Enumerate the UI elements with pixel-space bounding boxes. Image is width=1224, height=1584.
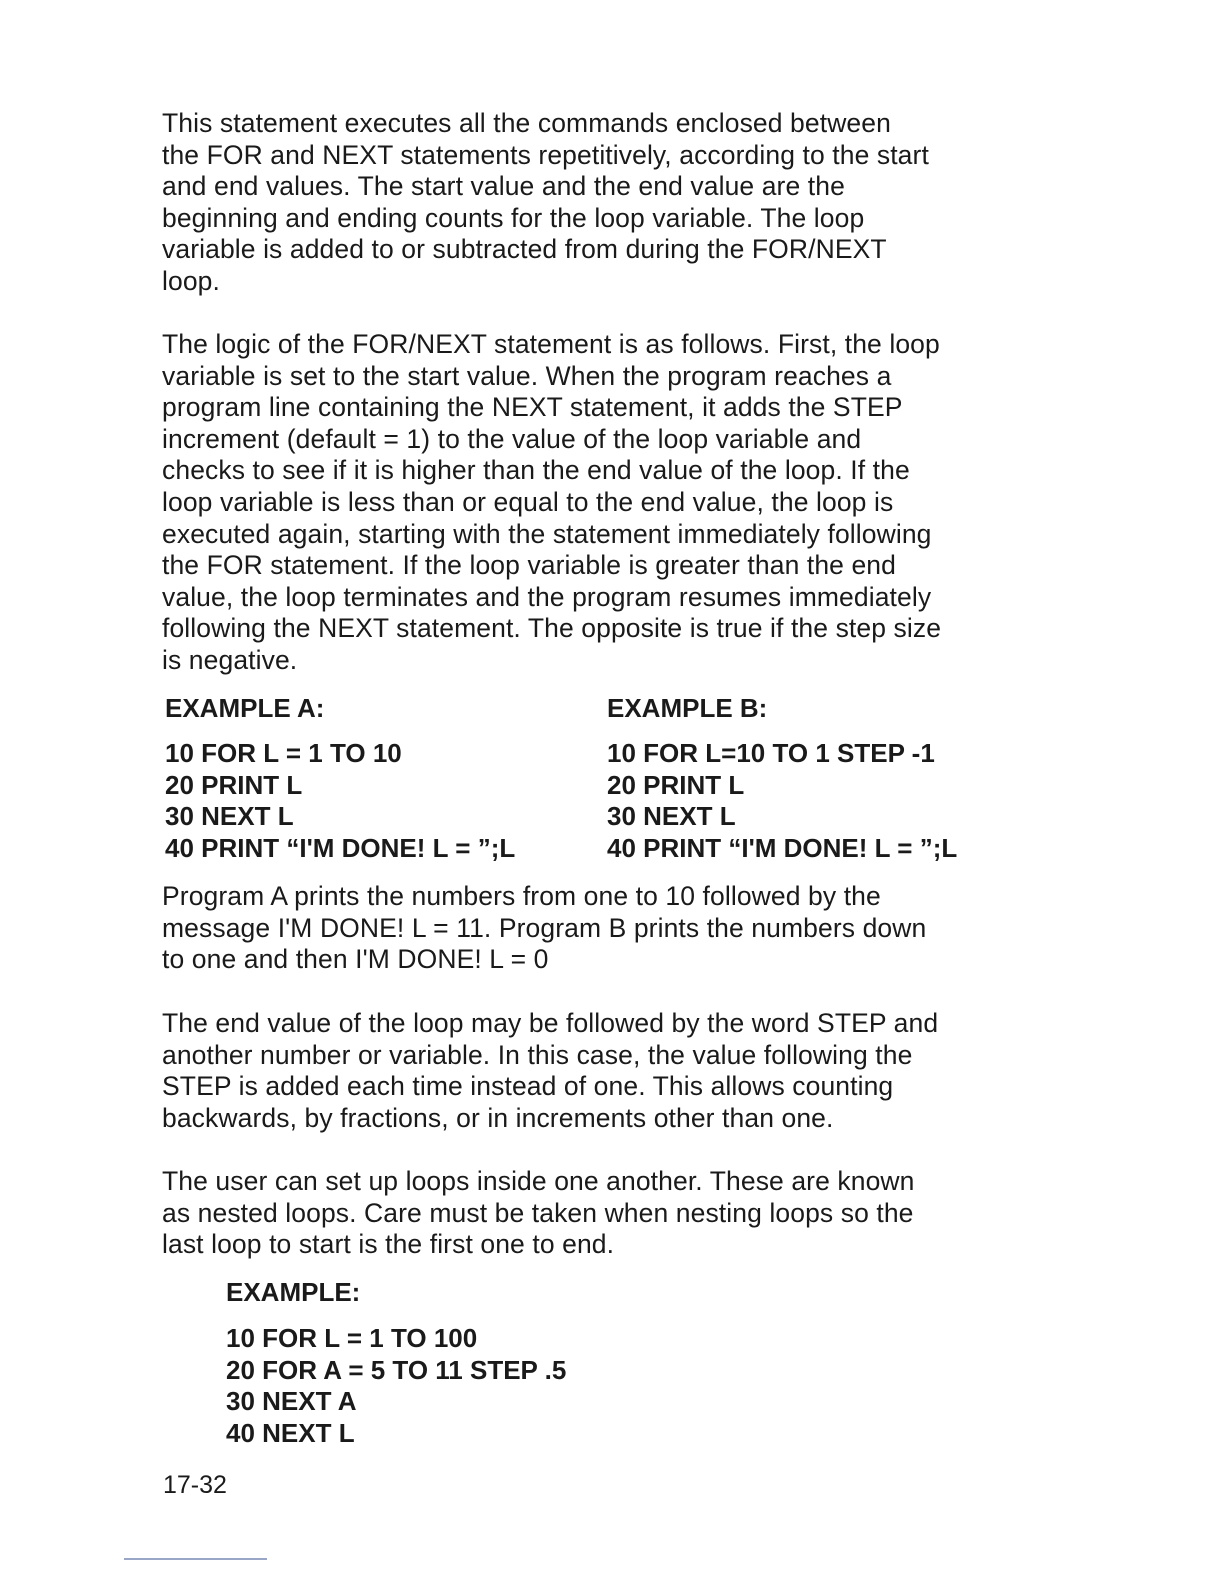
paragraph-nested-loops: [162, 1166, 1012, 1261]
text-line: increment (default = 1) to the value of the loop variable and: [162, 423, 862, 454]
text-line: variable is set to the start value. When the program reaches a: [162, 360, 892, 391]
text-line: beginning and ending counts for the loop variable. The loop: [162, 202, 865, 233]
text-line: loop.: [162, 265, 220, 296]
text-line: and end values. The start value and the end value are the: [162, 171, 845, 202]
text-line: backwards, by fractions, or in increments other than one.: [162, 1102, 834, 1133]
paragraph-for-next-logic: [162, 329, 1012, 677]
text-line: program line containing the NEXT statement, it adds the STEP: [162, 392, 903, 423]
text-line: value, the loop terminates and the program resumes immediately: [162, 581, 932, 612]
nested-example-code: [226, 1323, 566, 1449]
example-b-heading: EXAMPLE B:: [607, 693, 768, 723]
code-line: 20 PRINT L: [165, 769, 303, 800]
code-line: 20 PRINT L: [607, 769, 745, 800]
code-line: 20 FOR A = 5 TO 11 STEP .5: [226, 1354, 567, 1385]
paragraph-for-next-intro: [162, 108, 1012, 298]
code-line: 10 FOR L=10 TO 1 STEP -1: [607, 738, 935, 768]
example-a-code: [165, 738, 515, 864]
text-line: as nested loops. Care must be taken when nesting loops so the: [162, 1197, 914, 1228]
code-line: 30 NEXT L: [165, 801, 294, 832]
paragraph-program-output: [162, 881, 1012, 976]
text-line: another number or variable. In this case, the value following the: [162, 1039, 913, 1070]
code-line: 10 FOR L = 1 TO 10: [165, 738, 402, 768]
text-line: The user can set up loops inside one another. These are known: [162, 1166, 915, 1196]
text-line: is negative.: [162, 644, 298, 675]
text-line: loop variable is less than or equal to the end value, the loop is: [162, 486, 894, 517]
code-line: 40 PRINT “I'M DONE! L = ”;L: [165, 832, 516, 863]
text-line: message I'M DONE! L = 11. Program B prints the numbers down: [162, 912, 927, 943]
code-line: 40 NEXT L: [226, 1417, 355, 1448]
example-a-heading: EXAMPLE A:: [165, 693, 325, 723]
text-line: The end value of the loop may be followed by the word STEP and: [162, 1008, 939, 1038]
code-line: 10 FOR L = 1 TO 100: [226, 1323, 478, 1353]
text-line: executed again, starting with the statement immediately following: [162, 518, 932, 549]
paragraph-step-explanation: [162, 1008, 1012, 1134]
text-line: checks to see if it is higher than the end value of the loop. If the: [162, 455, 910, 486]
text-line: variable is added to or subtracted from during the FOR/NEXT: [162, 234, 887, 265]
text-line: STEP is added each time instead of one. This allows counting: [162, 1071, 894, 1102]
nested-example-heading: EXAMPLE:: [226, 1277, 361, 1307]
example-b-code: [607, 738, 957, 864]
text-line: last loop to start is the first one to end.: [162, 1229, 615, 1260]
code-line: 40 PRINT “I'M DONE! L = ”;L: [607, 832, 958, 863]
code-line: 30 NEXT L: [607, 801, 736, 832]
text-line: The logic of the FOR/NEXT statement is as follows. First, the loop: [162, 329, 940, 359]
bottom-rule: [124, 1558, 267, 1560]
text-line: to one and then I'M DONE! L = 0: [162, 944, 549, 975]
text-line: following the NEXT statement. The opposite is true if the step size: [162, 613, 942, 644]
text-line: This statement executes all the commands enclosed between: [162, 108, 891, 138]
page-number: 17-32: [163, 1471, 227, 1499]
text-line: the FOR and NEXT statements repetitively, according to the start: [162, 139, 929, 170]
code-line: 30 NEXT A: [226, 1386, 357, 1417]
text-line: Program A prints the numbers from one to 10 followed by the: [162, 881, 881, 911]
text-line: the FOR statement. If the loop variable is greater than the end: [162, 550, 896, 581]
